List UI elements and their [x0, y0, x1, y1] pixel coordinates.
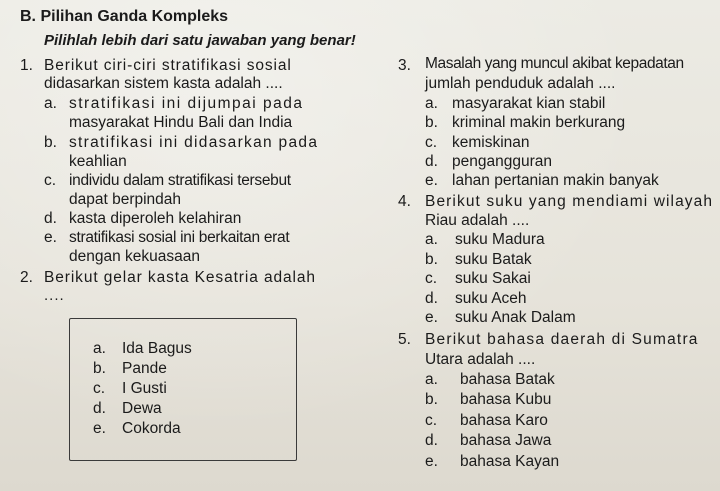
option-text: keahlian [69, 153, 127, 170]
option-text: dapat berpindah [69, 191, 182, 208]
option-text: suku Madura [455, 231, 545, 248]
answer-blank: .... [44, 287, 65, 304]
option-text: I Gusti [122, 380, 167, 397]
question-number: 1. [20, 57, 33, 74]
option-text: bahasa Batak [460, 371, 555, 388]
option-text: masyarakat Hindu Bali dan India [69, 114, 293, 131]
question-text: Berikut suku yang mendiami wilayah [425, 193, 714, 210]
question-number: 3. [398, 57, 411, 74]
option-text: lahan pertanian makin banyak [452, 172, 659, 189]
instructions: Pilihlah lebih dari satu jawaban yang benar! [44, 32, 356, 49]
option-letter: c. [425, 134, 438, 151]
question-text: Utara adalah .... [425, 351, 536, 368]
option-text: kriminal makin berkurang [452, 114, 626, 131]
option-text: Dewa [122, 400, 162, 417]
option-text: stratifikasi sosial ini berkaitan erat [69, 229, 290, 246]
option-text: Ida Bagus [122, 340, 192, 357]
option-text: pengangguran [452, 153, 552, 170]
option-letter: d. [425, 153, 438, 170]
option-letter: b. [425, 391, 438, 408]
option-text: bahasa Karo [460, 412, 548, 429]
option-text: dengan kekuasaan [69, 248, 201, 265]
option-letter: a. [425, 231, 438, 248]
option-text: kemiskinan [452, 134, 530, 151]
option-letter: a. [425, 371, 438, 388]
question-text: Riau adalah .... [425, 212, 530, 229]
option-letter: e. [93, 420, 106, 437]
section-title: B. Pilihan Ganda Kompleks [20, 8, 229, 25]
option-text: suku Anak Dalam [455, 309, 576, 326]
option-letter: d. [44, 210, 57, 227]
question-text: Berikut gelar kasta Kesatria adalah [44, 269, 316, 286]
option-text: stratifikasi ini didasarkan pada [69, 134, 319, 151]
option-letter: a. [425, 95, 438, 112]
question-text: Berikut ciri-ciri stratifikasi sosial [44, 57, 292, 74]
option-letter: c. [425, 270, 438, 287]
option-letter: d. [425, 432, 438, 449]
option-text: suku Batak [455, 251, 532, 268]
option-letter: b. [93, 360, 106, 377]
option-letter: b. [44, 134, 57, 151]
option-letter: a. [44, 95, 57, 112]
option-text: suku Aceh [455, 290, 527, 307]
option-text: Cokorda [122, 420, 181, 437]
option-text: individu dalam stratifikasi tersebut [69, 172, 291, 189]
option-text: bahasa Kayan [460, 453, 560, 470]
question-text: didasarkan sistem kasta adalah .... [44, 75, 283, 92]
option-text: stratifikasi ini dijumpai pada [69, 95, 304, 112]
option-letter: d. [93, 400, 106, 417]
option-letter: b. [425, 251, 438, 268]
option-text: Pande [122, 360, 167, 377]
option-letter: c. [44, 172, 57, 189]
question-text: Berikut bahasa daerah di Sumatra [425, 331, 699, 348]
option-letter: e. [425, 453, 438, 470]
option-letter: e. [44, 229, 57, 246]
option-text: masyarakat kian stabil [452, 95, 606, 112]
option-text: kasta diperoleh kelahiran [69, 210, 242, 227]
option-letter: e. [425, 172, 438, 189]
question-text: jumlah penduduk adalah .... [425, 75, 616, 92]
option-text: suku Sakai [455, 270, 531, 287]
option-letter: c. [93, 380, 106, 397]
question-number: 5. [398, 331, 411, 348]
option-letter: d. [425, 290, 438, 307]
option-letter: c. [425, 412, 438, 429]
option-letter: e. [425, 309, 438, 326]
question-number: 2. [20, 269, 33, 286]
question-number: 4. [398, 193, 411, 210]
option-text: bahasa Kubu [460, 391, 552, 408]
option-letter: b. [425, 114, 438, 131]
option-letter: a. [93, 340, 106, 357]
question-text: Masalah yang muncul akibat kepadatan [425, 55, 684, 72]
option-text: bahasa Jawa [460, 432, 552, 449]
